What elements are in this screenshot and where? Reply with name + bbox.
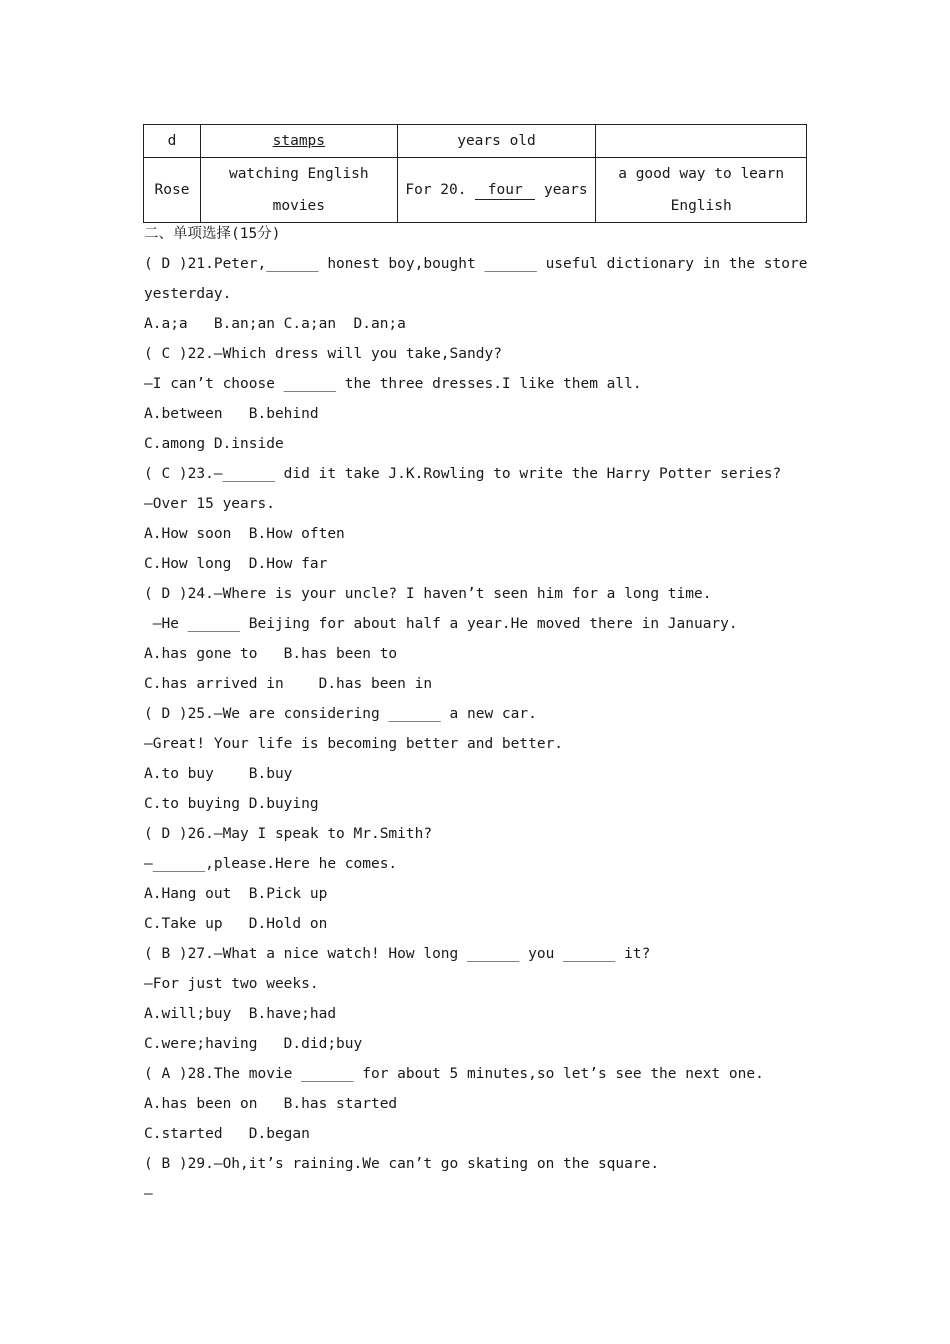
- text-line: A.Hang out B.Pick up: [144, 886, 328, 902]
- text-line: —He ______ Beijing for about half a year.He moved there in January.: [144, 616, 738, 632]
- text-line: C.How long D.How far: [144, 556, 328, 572]
- text-line: ( D )21.Peter,______ honest boy,bought ______ useful dictionary in the store: [144, 256, 808, 272]
- table-cell-name: d: [144, 125, 201, 158]
- text-line: A.will;buy B.have;had: [144, 1006, 337, 1022]
- text-line: —Great! Your life is becoming better and better.: [144, 736, 564, 752]
- text-line: —For just two weeks.: [144, 976, 319, 992]
- text-line: A.has been on B.has started: [144, 1096, 398, 1112]
- table-cell-time: [397, 158, 596, 223]
- table-cell-time: years old: [397, 125, 596, 158]
- text-line: ( D )25.—We are considering ______ a new car.: [144, 706, 537, 722]
- question-lines: [144, 249, 824, 1209]
- text-line: ( B )27.—What a nice watch! How long ______ you ______ it?: [144, 946, 651, 962]
- text-line: ( B )29.—Oh,it’s raining.We can’t go skating on the square.: [144, 1156, 660, 1172]
- info-table: [143, 124, 807, 223]
- table-cell-name: Rose: [144, 158, 201, 223]
- text-line: ( C )23.—______ did it take J.K.Rowling to write the Harry Potter series?: [144, 466, 782, 482]
- table-cell-reason: [596, 125, 807, 158]
- text-line: A.How soon B.How often: [144, 526, 345, 542]
- text-line: —I can’t choose ______ the three dresses.I like them all.: [144, 376, 642, 392]
- text-line: —: [144, 1186, 153, 1202]
- text-line: C.has arrived in D.has been in: [144, 676, 433, 692]
- text-line: ( D )24.—Where is your uncle? I haven’t seen him for a long time.: [144, 586, 712, 602]
- text-line: ( D )26.—May I speak to Mr.Smith?: [144, 826, 433, 842]
- text-line: —Over 15 years.: [144, 496, 275, 512]
- text-line: ( A )28.The movie ______ for about 5 minutes,so let’s see the next one.: [144, 1066, 764, 1082]
- text-line: A.a;a B.an;an C.a;an D.an;a: [144, 316, 406, 332]
- answer-blank: four: [475, 181, 535, 200]
- reason-line-2: English: [670, 198, 732, 214]
- text-line: —______,please.Here he comes.: [144, 856, 398, 872]
- text-line: ( C )22.—Which dress will you take,Sandy?: [144, 346, 502, 362]
- text-line: C.started D.began: [144, 1126, 310, 1142]
- table-cell-reason: [596, 158, 807, 223]
- table-row: [144, 125, 807, 158]
- question-section: [144, 219, 824, 1209]
- question-number: For 20.: [405, 182, 467, 198]
- hobby-line-2: movies: [272, 198, 326, 214]
- reason-line-1: a good way to learn: [618, 166, 785, 182]
- hobby-line-1: watching English: [228, 166, 369, 182]
- underlined-hobby: stamps: [272, 133, 326, 149]
- text-line: C.were;having D.did;buy: [144, 1036, 363, 1052]
- table-cell-hobby: [200, 125, 397, 158]
- text-line: A.has gone to B.has been to: [144, 646, 398, 662]
- text-line: yesterday.: [144, 286, 232, 302]
- text-line: A.to buy B.buy: [144, 766, 293, 782]
- text-line: A.between B.behind: [144, 406, 319, 422]
- time-unit: years: [543, 182, 588, 198]
- section-title: 二、单项选择(15分): [144, 226, 281, 242]
- table-row: [144, 158, 807, 223]
- table-cell-hobby: [200, 158, 397, 223]
- text-line: C.Take up D.Hold on: [144, 916, 328, 932]
- text-line: C.among D.inside: [144, 436, 284, 452]
- text-line: C.to buying D.buying: [144, 796, 319, 812]
